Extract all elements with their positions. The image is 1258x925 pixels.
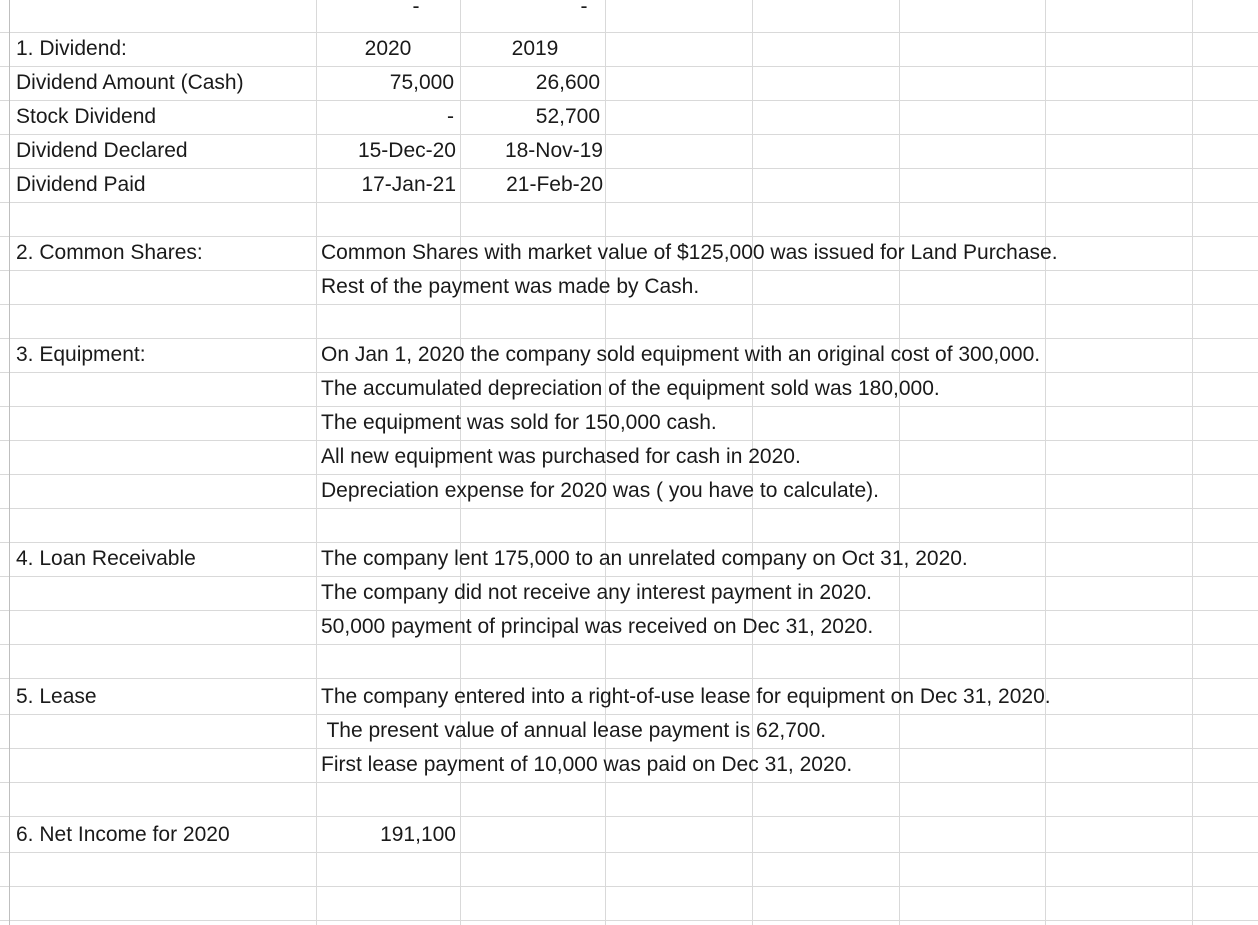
loan-receivable-line[interactable]: The company lent 175,000 to an unrelated company on Oct 31, 2020. [321,547,968,570]
row-gridline [0,920,1258,921]
row-gridline [0,644,1258,645]
lease-title[interactable]: 5. Lease [16,685,97,708]
dividend-row-2019[interactable]: 18-Nov-19 [504,139,603,162]
header-dash-2019[interactable]: - [580,0,588,18]
lease-line[interactable]: The present value of annual lease payment is 62,700. [321,719,827,742]
dividend-row-2019[interactable]: 26,600 [535,71,600,94]
dividend-title[interactable]: 1. Dividend: [16,37,127,60]
row-gridline [0,886,1258,887]
dividend-row-2019[interactable]: 52,700 [535,105,600,128]
header-dash-2020[interactable]: - [412,0,420,18]
loan-receivable-title[interactable]: 4. Loan Receivable [16,547,196,570]
lease-line[interactable]: The company entered into a right-of-use lease for equipment on Dec 31, 2020. [321,685,1051,708]
net-income-value[interactable]: 191,100 [380,823,456,846]
dividend-row-2020[interactable]: 75,000 [389,71,454,94]
equipment-line[interactable]: The equipment was sold for 150,000 cash. [321,411,717,434]
common-shares-title[interactable]: 2. Common Shares: [16,241,203,264]
loan-receivable-line[interactable]: 50,000 payment of principal was received on Dec 31, 2020. [321,615,874,638]
equipment-line[interactable]: The accumulated depreciation of the equipment sold was 180,000. [321,377,940,400]
dividend-year-2020[interactable]: 2020 [364,37,412,60]
net-income-title[interactable]: 6. Net Income for 2020 [16,823,230,846]
common-shares-line[interactable]: Common Shares with market value of $125,000 was issued for Land Purchase. [321,241,1058,264]
equipment-title[interactable]: 3. Equipment: [16,343,146,366]
dividend-row-label[interactable]: Stock Dividend [16,105,157,128]
dividend-row-label[interactable]: Dividend Paid [16,173,146,196]
row-gridline [0,816,1258,817]
equipment-line[interactable]: On Jan 1, 2020 the company sold equipment with an original cost of 300,000. [321,343,1041,366]
dividend-row-2020[interactable]: - [447,105,454,128]
dividend-row-2020[interactable]: 17-Jan-21 [361,173,456,196]
equipment-line[interactable]: Depreciation expense for 2020 was ( you have to calculate). [321,479,879,502]
row-gridline [0,678,1258,679]
dividend-row-2020[interactable]: 15-Dec-20 [357,139,456,162]
equipment-line[interactable]: All new equipment was purchased for cash in 2020. [321,445,801,468]
dividend-row-2019[interactable]: 21-Feb-20 [506,173,603,196]
sheet-left-edge [9,0,10,925]
row-gridline [0,852,1258,853]
dividend-year-2019[interactable]: 2019 [511,37,559,60]
row-gridline [0,202,1258,203]
common-shares-line[interactable]: Rest of the payment was made by Cash. [321,275,700,298]
row-gridline [0,304,1258,305]
row-gridline [0,508,1258,509]
loan-receivable-line[interactable]: The company did not receive any interest payment in 2020. [321,581,872,604]
lease-line[interactable]: First lease payment of 10,000 was paid on Dec 31, 2020. [321,753,853,776]
dividend-row-label[interactable]: Dividend Amount (Cash) [16,71,244,94]
row-gridline [0,782,1258,783]
dividend-row-label[interactable]: Dividend Declared [16,139,188,162]
